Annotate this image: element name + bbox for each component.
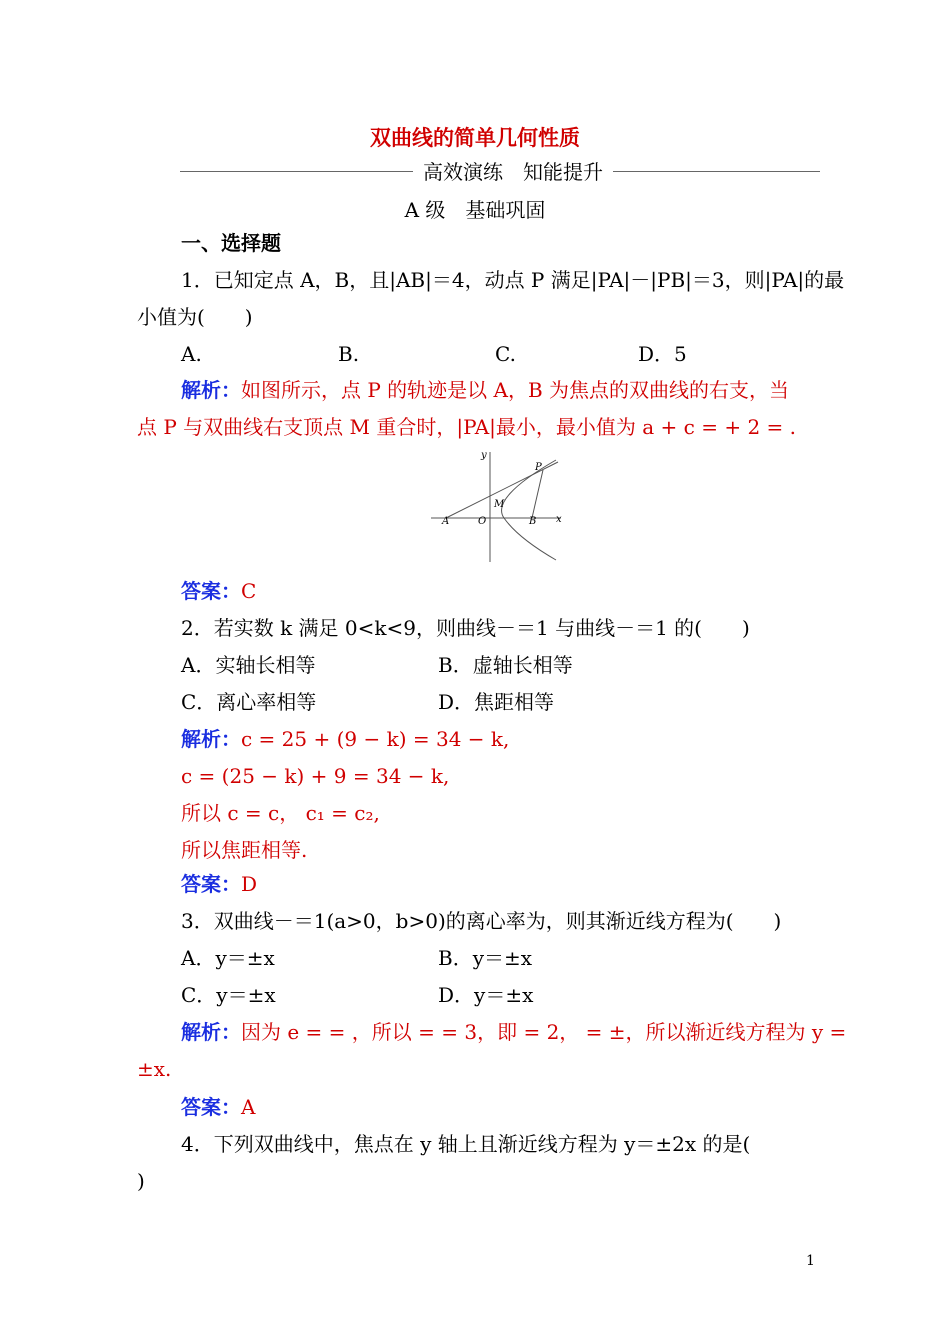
q1-option-b: B. bbox=[338, 342, 360, 366]
q2-analysis-label: 解析： bbox=[181, 727, 241, 751]
banner-rule-right bbox=[613, 171, 820, 172]
label-y: y bbox=[481, 450, 487, 461]
q2-option-d: D．焦距相等 bbox=[438, 690, 555, 714]
q3-analysis-line1 bbox=[181, 1017, 846, 1047]
q1-stem-line2: 小值为( ) bbox=[137, 305, 253, 329]
banner-text: 高效演练 知能提升 bbox=[423, 160, 603, 184]
q3-answer-label: 答案： bbox=[181, 1095, 241, 1119]
label-x: x bbox=[556, 514, 562, 525]
q2-analysis-line4: 所以焦距相等. bbox=[181, 838, 308, 862]
q1-option-c: C. bbox=[495, 342, 516, 366]
label-o: O bbox=[478, 516, 487, 527]
q2-analysis-line2: c = (25 − k) + 9 = 34 − k, bbox=[181, 764, 450, 788]
hyperbola-branch bbox=[502, 460, 556, 560]
level-heading: A 级 基础巩固 bbox=[404, 198, 546, 222]
q3-answer bbox=[181, 1092, 255, 1122]
q2-analysis-line3: 所以 c = c， c₁ = c₂, bbox=[181, 801, 380, 825]
q4-stem-line2: ) bbox=[137, 1169, 145, 1193]
q1-analysis-line2: 点 P 与双曲线右支顶点 M 重合时，|PA|最小，最小值为 a + c = + 2 = . bbox=[137, 415, 797, 439]
banner-rule-left bbox=[180, 171, 413, 172]
q2-answer-value: D bbox=[241, 872, 258, 896]
q3-stem: 3．双曲线－＝1(a>0，b>0)的离心率为，则其渐近线方程为( ) bbox=[181, 909, 782, 933]
q2-stem: 2．若实数 k 满足 0<k<9，则曲线－＝1 与曲线－＝1 的( ) bbox=[181, 616, 750, 640]
label-b: B bbox=[529, 516, 537, 527]
q3-analysis-text1: 因为 e = = ，所以 = = 3，即 = 2， = ±，所以渐近线方程为 y = bbox=[241, 1020, 847, 1044]
q3-analysis-line2: ±x. bbox=[137, 1057, 172, 1081]
q2-answer bbox=[181, 869, 257, 899]
q2-analysis-line1 bbox=[181, 724, 509, 754]
section-banner bbox=[180, 156, 820, 186]
label-m: M bbox=[494, 499, 505, 510]
hyperbola-figure bbox=[428, 450, 564, 565]
q1-answer-label: 答案： bbox=[181, 579, 241, 603]
q3-analysis-label: 解析： bbox=[181, 1020, 241, 1044]
line-pb bbox=[532, 470, 543, 518]
page-title: 双曲线的简单几何性质 bbox=[370, 125, 580, 150]
section-heading: 一、选择题 bbox=[181, 231, 281, 255]
q4-stem-line1: 4．下列双曲线中，焦点在 y 轴上且渐近线方程为 y＝±2x 的是( bbox=[181, 1132, 751, 1156]
q2-analysis-text1: c = 25 + (9 − k) = 34 − k, bbox=[241, 727, 510, 751]
q3-option-d: D．y＝±x bbox=[438, 983, 534, 1007]
q1-option-d: D．5 bbox=[638, 342, 687, 366]
q1-analysis-line1 bbox=[181, 375, 789, 405]
q2-option-b: B．虚轴长相等 bbox=[438, 653, 573, 677]
q1-answer bbox=[181, 576, 256, 606]
label-a: A bbox=[442, 516, 450, 527]
q2-option-a: A．实轴长相等 bbox=[181, 653, 316, 677]
q2-answer-label: 答案： bbox=[181, 872, 241, 896]
q2-option-c: C．离心率相等 bbox=[181, 690, 317, 714]
q3-option-a: A．y＝±x bbox=[181, 946, 275, 970]
q1-analysis-label: 解析： bbox=[181, 378, 241, 402]
q1-option-a: A. bbox=[181, 342, 202, 366]
q1-answer-value: C bbox=[241, 579, 257, 603]
q1-analysis-text1: 如图所示，点 P 的轨迹是以 A，B 为焦点的双曲线的右支，当 bbox=[241, 378, 790, 402]
label-p: P bbox=[535, 462, 542, 473]
q3-option-b: B．y＝±x bbox=[438, 946, 533, 970]
q1-stem-line1: 1．已知定点 A，B，且|AB|＝4，动点 P 满足|PA|－|PB|＝3，则|PA|的最 bbox=[181, 268, 845, 292]
q3-answer-value: A bbox=[241, 1095, 256, 1119]
q3-option-c: C．y＝±x bbox=[181, 983, 276, 1007]
page-number: 1 bbox=[806, 1253, 815, 1269]
